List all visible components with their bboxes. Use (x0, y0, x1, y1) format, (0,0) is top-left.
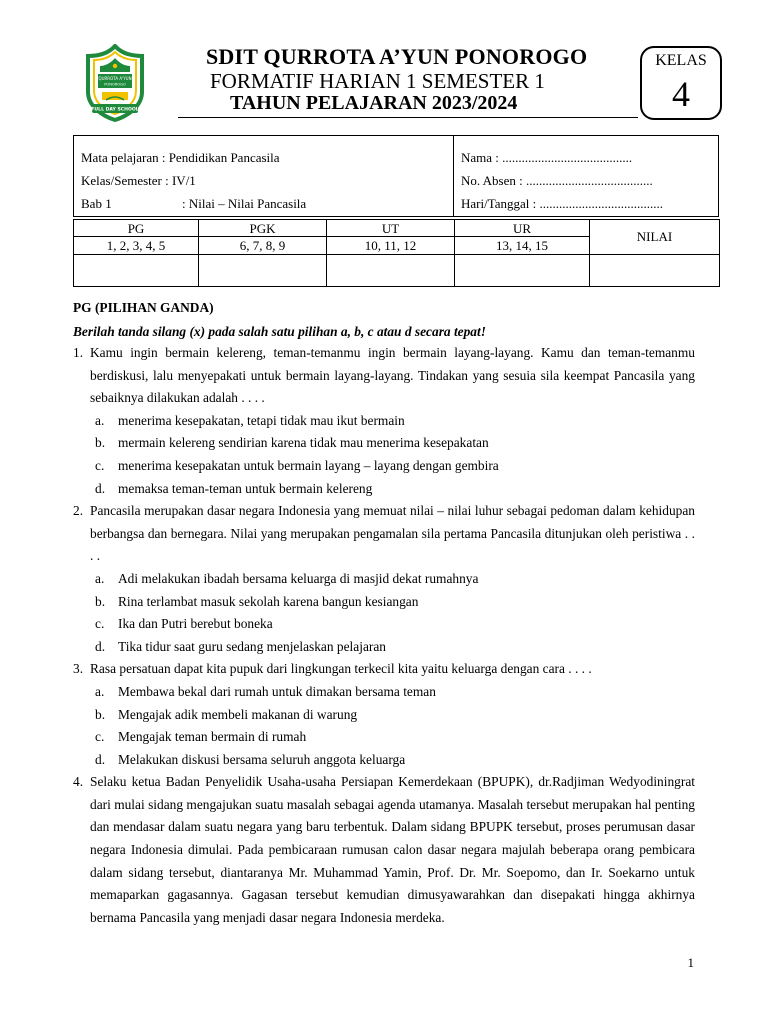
question-body: Rasa persatuan dapat kita pupuk dari lingkungan terkecil kita yaitu keluarga dengan cara . . . . (90, 661, 592, 677)
option-letter: a. (95, 683, 105, 699)
svg-text:QURROTA A'YUN: QURROTA A'YUN (98, 76, 132, 81)
score-header-pg: PG (74, 220, 199, 237)
answer-option[interactable] (73, 636, 695, 659)
score-range-pg: 1, 2, 3, 4, 5 (74, 237, 199, 254)
option-text: Mengajak adik membeli makanan di warung (118, 706, 358, 722)
page-number: 1 (687, 955, 694, 970)
name-field[interactable]: Nama : ........................................ (461, 150, 633, 165)
score-cell-ut[interactable] (327, 254, 455, 287)
section-title: PG (PILIHAN GANDA) (73, 300, 214, 315)
class-label: KELAS (655, 52, 707, 69)
score-range-ur: 13, 14, 15 (455, 237, 590, 254)
chapter-title: : Nilai – Nilai Pancasila (182, 196, 307, 211)
answer-option[interactable] (73, 568, 695, 591)
score-table (73, 219, 720, 287)
option-letter: b. (95, 706, 106, 722)
option-letter: c. (95, 457, 105, 473)
score-header-pgk: PGK (199, 220, 327, 237)
svg-text:FULL DAY SCHOOL: FULL DAY SCHOOL (91, 107, 139, 113)
option-letter: a. (95, 570, 105, 586)
option-letter: a. (95, 412, 105, 428)
option-text: menerima kesepakatan, tetapi tidak mau ikut bermain (118, 412, 405, 428)
score-range-ut: 10, 11, 12 (327, 237, 455, 254)
score-cell-ur[interactable] (455, 254, 590, 287)
question-item (73, 771, 695, 929)
option-text: Tika tidur saat guru sedang menjelaskan pelajaran (118, 638, 386, 654)
question-number: 2. (73, 503, 84, 519)
option-letter: c. (95, 729, 105, 745)
class-badge (640, 46, 722, 120)
score-range-pgk: 6, 7, 8, 9 (199, 237, 327, 254)
score-header-nilai: NILAI (590, 220, 720, 255)
school-name: SDIT QURROTA A’YUN PONOROGO (206, 44, 588, 69)
question-text (73, 500, 695, 568)
school-logo (76, 44, 154, 122)
question-list (73, 342, 695, 929)
option-letter: d. (95, 638, 106, 654)
option-letter: d. (95, 480, 106, 496)
score-cell-pgk[interactable] (199, 254, 327, 287)
score-header-ur: UR (455, 220, 590, 237)
exam-name: FORMATIF HARIAN 1 SEMESTER 1 (210, 69, 545, 93)
question-number: 4. (73, 774, 84, 790)
answer-option[interactable] (73, 478, 695, 501)
question-text (73, 342, 695, 410)
student-info-box (73, 135, 719, 217)
chapter-label: Bab 1 (81, 196, 112, 211)
subject-field: Mata pelajaran : Pendidikan Pancasila (81, 150, 280, 165)
answer-options (73, 681, 695, 771)
question-text (73, 771, 695, 929)
question-body: Kamu ingin bermain kelereng, teman-temanmu ingin bermain layang-layang. Kamu dan teman-temanmu berdiskusi, lalu menyepakati untuk bermain layang-layang. Tindakan yang sesuia sila keempat Pancasila yang sebaiknya dilakukan adalah . . . . (90, 345, 695, 406)
option-letter: c. (95, 616, 105, 632)
info-divider (453, 136, 454, 216)
date-field[interactable]: Hari/Tanggal : ...................................... (461, 196, 664, 211)
absence-number-field[interactable]: No. Absen : ....................................... (461, 173, 653, 188)
question-body: Pancasila merupakan dasar negara Indonesia yang memuat nilai – nilai luhur sebagai pedoman dalam kehidupan berbangsa dan bernegara. Nilai yang merupakan pengamalan sila pertama Pancasila ditunjukan oleh peristiwa . . . . (90, 503, 695, 564)
answer-option[interactable] (73, 726, 695, 749)
answer-options (73, 568, 695, 658)
answer-option[interactable] (73, 410, 695, 433)
option-text: mermain kelereng sendirian karena tidak mau menerima kesepakatan (118, 435, 489, 451)
class-number: 4 (672, 74, 690, 114)
score-header-ut: UT (327, 220, 455, 237)
class-semester-field: Kelas/Semester : IV/1 (81, 173, 196, 188)
answer-option[interactable] (73, 749, 695, 772)
question-body: Selaku ketua Badan Penyelidik Usaha-usaha Persiapan Kemerdekaan (BPUPK), dr.Radjiman Wedyodiningrat dari mulai sidang mengajukan suatu masalah sebagai agenda utamanya. Masalah tersebut merupakan hal penting dan mendasar dalam suatu negara yang baru terbentuk. Dalam sidang BPUPK tersebut, proses perumusan dasar negara Indonesia dimulai. Pada pembicaraan rumusan calon dasar negara majulah beberapa orang pembicara dalam sidang tersebut, diantaranya Mr. Muhammad Yamin, Prof. Dr. Mr. Soepomo, dan Ir. Soekarno untuk memaparkan gagasannya. Gagasan tersebut kemudian dimusyawarahkan dan disepakati hingga akhirnya bernama Pancasila yang menjadi dasar negara Indonesia merdeka. (90, 774, 695, 925)
answer-option[interactable] (73, 455, 695, 478)
option-text: menerima kesepakatan untuk bermain layang – layang dengan gembira (118, 457, 499, 473)
answer-option[interactable] (73, 704, 695, 727)
question-number: 3. (73, 661, 84, 677)
section-instruction: Berilah tanda silang (x) pada salah satu pilihan a, b, c atau d secara tepat! (73, 324, 486, 339)
answer-option[interactable] (73, 432, 695, 455)
answer-options (73, 410, 695, 500)
header-divider (178, 117, 638, 118)
option-letter: d. (95, 751, 106, 767)
score-cell-nilai[interactable] (590, 254, 720, 287)
option-text: Membawa bekal dari rumah untuk dimakan bersama teman (118, 683, 436, 699)
answer-option[interactable] (73, 613, 695, 636)
answer-option[interactable] (73, 681, 695, 704)
option-text: Mengajak teman bermain di rumah (118, 729, 307, 745)
option-text: Adi melakukan ibadah bersama keluarga di masjid dekat rumahnya (118, 570, 479, 586)
svg-text:PONOROGO: PONOROGO (104, 82, 126, 87)
question-item (73, 342, 695, 500)
option-text: memaksa teman-teman untuk bermain kelereng (118, 480, 373, 496)
question-item (73, 500, 695, 658)
question-item (73, 658, 695, 771)
option-text: Rina terlambat masuk sekolah karena bangun kesiangan (118, 593, 419, 609)
academic-year: TAHUN PELAJARAN 2023/2024 (230, 92, 518, 114)
score-cell-pg[interactable] (74, 254, 199, 287)
question-number: 1. (73, 345, 84, 360)
option-letter: b. (95, 435, 106, 451)
question-text (73, 658, 695, 681)
answer-option[interactable] (73, 591, 695, 614)
option-letter: b. (95, 593, 106, 609)
option-text: Ika dan Putri berebut boneka (118, 616, 273, 632)
question-section (73, 298, 695, 929)
option-text: Melakukan diskusi bersama seluruh anggota keluarga (118, 751, 406, 767)
